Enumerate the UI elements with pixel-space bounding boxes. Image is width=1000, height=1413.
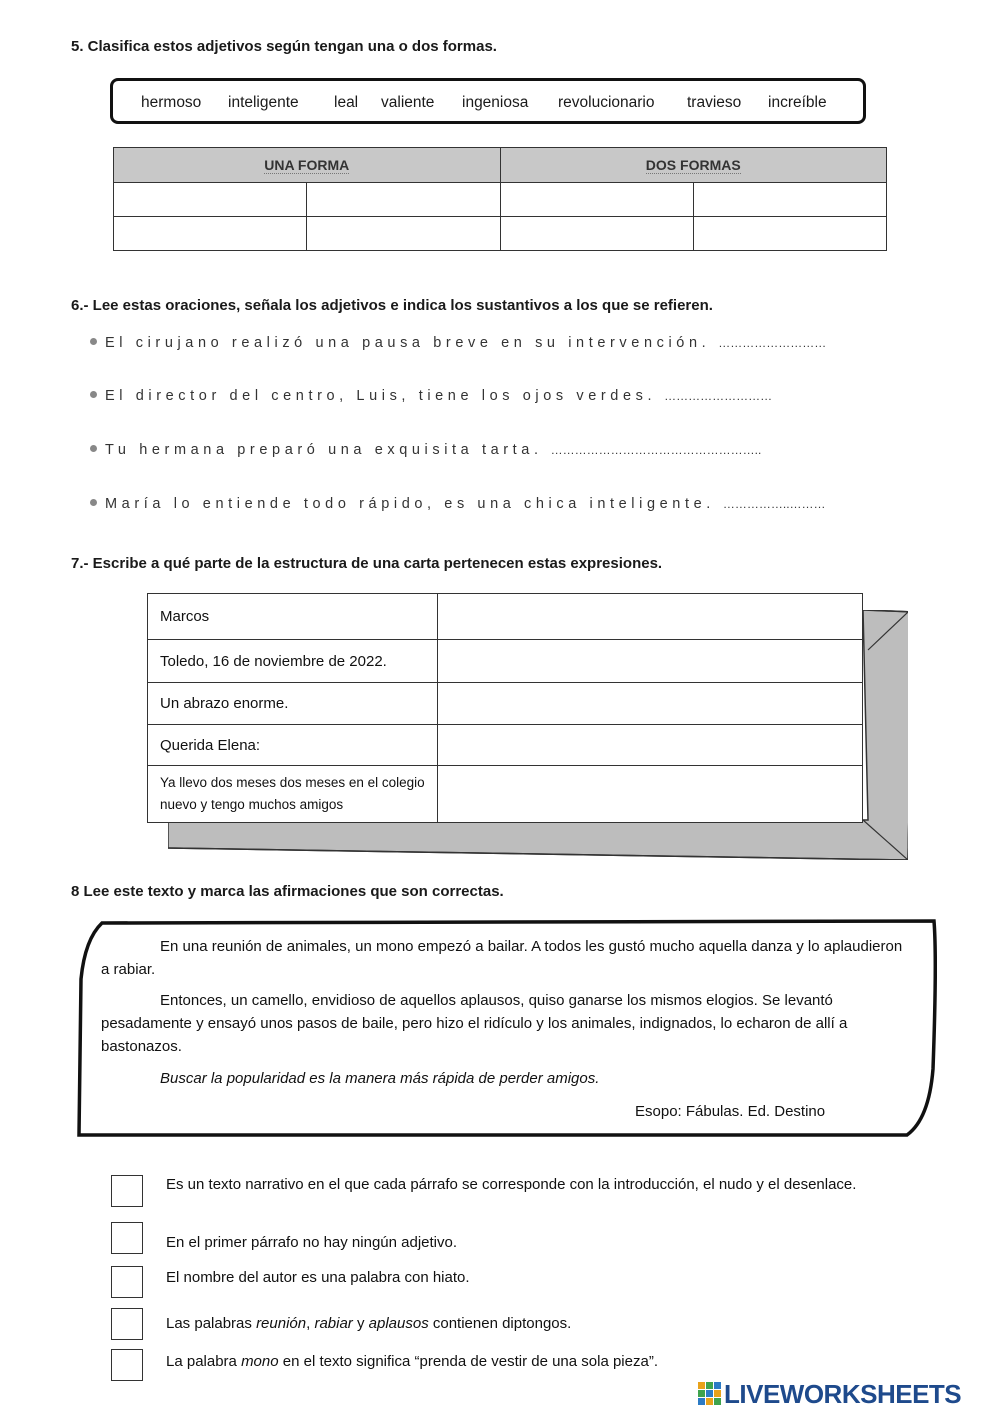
answer-dots[interactable]: …………………………………………….. [550,443,762,457]
logo-grid-icon [698,1382,722,1406]
header-una-forma: UNA FORMA [114,148,501,183]
letter-expression: Querida Elena: [148,725,438,766]
letter-answer-cell[interactable] [438,683,863,725]
checkbox-2[interactable] [111,1222,143,1254]
letter-expression: Marcos [148,594,438,640]
answer-cell[interactable] [307,183,500,217]
answer-cell[interactable] [114,183,307,217]
word-item[interactable]: inteligente [228,94,299,111]
word-item[interactable]: valiente [381,94,435,111]
q7-title: 7.- Escribe a qué parte de la estructura de una carta pertenecen estas expresiones. [71,555,663,572]
word-item[interactable]: increíble [768,94,827,111]
answer-dots[interactable]: ……………..……… [722,497,826,511]
checkbox-1[interactable] [111,1175,143,1207]
answer-cell[interactable] [500,183,693,217]
q5-title: 5. Clasifica estos adjetivos según tengan una o dos formas. [71,38,497,55]
word-item[interactable]: travieso [687,94,742,111]
header-dos-formas: DOS FORMAS [500,148,887,183]
liveworksheets-logo [698,1379,998,1409]
checkbox-3[interactable] [111,1266,143,1298]
checkbox-5[interactable] [111,1349,143,1381]
bullet-icon [90,445,97,452]
option-5-label: La palabra mono en el texto significa “prenda de vestir de una sola pieza”. [166,1353,658,1370]
word-item[interactable]: revolucionario [558,94,655,111]
letter-answer-cell[interactable] [438,725,863,766]
letter-table [147,593,863,823]
letter-answer-cell[interactable] [438,594,863,640]
forms-table [113,147,887,251]
sentence-2: El director del centro, Luis, tiene los ojos verdes. ……………………… [90,388,772,404]
fable-source: Esopo: Fábulas. Ed. Destino [635,1103,826,1120]
bullet-icon [90,499,97,506]
answer-cell[interactable] [693,183,886,217]
bullet-icon [90,391,97,398]
letter-answer-cell[interactable] [438,640,863,683]
option-1-label: Es un texto narrativo en el que cada párrafo se corresponde con la introducción, el nudo y el desenlace. [166,1176,857,1193]
sentence-1: El cirujano realizó una pausa breve en su intervención. ……………………… [90,335,826,351]
letter-expression: Ya llevo dos meses dos meses en el colegio nuevo y tengo muchos amigos [148,766,438,823]
answer-cell[interactable] [307,217,500,251]
sentence-4: María lo entiende todo rápido, es una chica inteligente. ……………..……… [90,496,826,512]
fable-moral: Buscar la popularidad es la manera más rápida de perder amigos. [160,1070,600,1087]
bullet-icon [90,338,97,345]
answer-dots[interactable]: ……………………… [664,389,773,403]
checkbox-4[interactable] [111,1308,143,1340]
q6-title: 6.- Lee estas oraciones, señala los adjetivos e indica los sustantivos a los que se refieren. [71,297,713,314]
word-item[interactable]: ingeniosa [462,94,529,111]
option-2-label: En el primer párrafo no hay ningún adjetivo. [166,1234,458,1251]
word-bank [110,78,866,124]
word-item[interactable]: leal [334,94,359,111]
word-item[interactable]: hermoso [141,94,202,111]
sentence-3: Tu hermana preparó una exquisita tarta. …………………………………………….. [90,442,761,458]
option-4-label: Las palabras reunión, rabiar y aplausos contienen diptongos. [166,1315,572,1332]
letter-answer-cell[interactable] [438,766,863,823]
q8-title: 8 Lee este texto y marca las afirmaciones que son correctas. [71,883,504,900]
answer-dots[interactable]: ……………………… [718,336,827,350]
fable-paragraph-1: En una reunión de animales, un mono empezó a bailar. A todos les gustó mucho aquella danza y lo aplaudieron a rabiar. [101,938,903,978]
fable-paragraph-2: Entonces, un camello, envidioso de aquellos aplausos, quiso ganarse los mismos elogios. Se levantó pesadamente y ensayó unos pasos de baile, pero hizo el ridículo y los animales, indignados, lo echaron de allí a bastonazos. [101,992,848,1055]
letter-expression: Un abrazo enorme. [148,683,438,725]
option-3-label: El nombre del autor es una palabra con hiato. [166,1269,470,1286]
answer-cell[interactable] [500,217,693,251]
answer-cell[interactable] [114,217,307,251]
brand-name: LIVEWORKSHEETS [724,1379,962,1409]
letter-expression: Toledo, 16 de noviembre de 2022. [148,640,438,683]
answer-cell[interactable] [693,217,886,251]
